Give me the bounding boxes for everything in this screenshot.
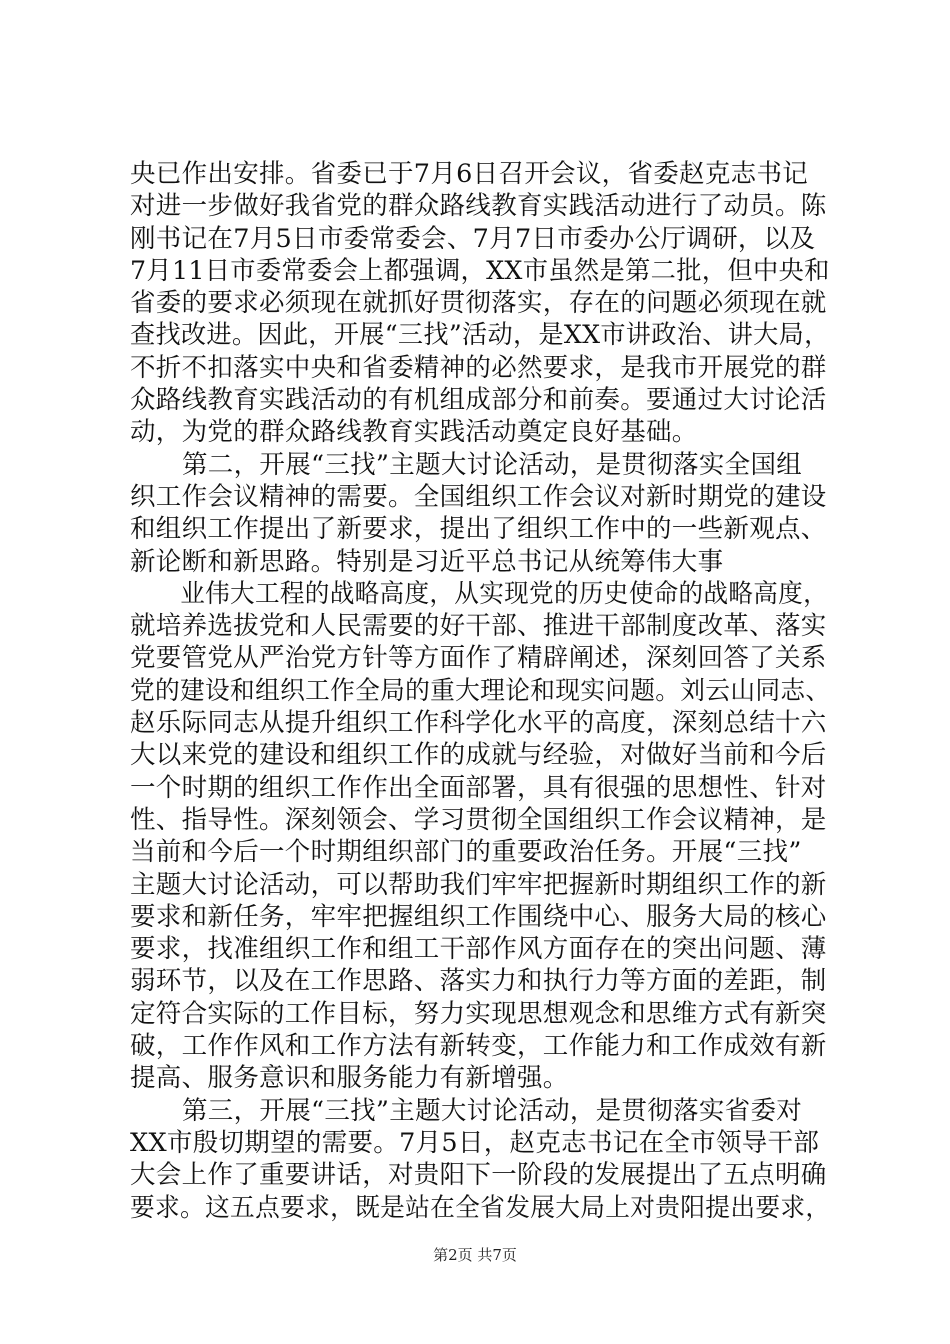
text-line: 央已作出安排。省委已于7月6日召开会议，省委赵克志书记 [130, 159, 809, 189]
text-line: XX市殷切期望的需要。7月5日，赵克志书记在全市领导干部 [130, 1127, 820, 1158]
text-line: 党的建设和组织工作全局的重大理论和现实问题。刘云山同志、 [130, 675, 831, 706]
text-line: 要求，找准组织工作和组工干部作风方面存在的突出问题、薄 [130, 934, 827, 965]
text-line: 弱环节，以及在工作思路、落实力和执行力等方面的差距，制 [130, 966, 827, 997]
text-line: 大以来党的建设和组织工作的成就与经验，对做好当前和今后 [130, 740, 827, 771]
text-line: 党要管党从严治党方针等方面作了精辟阐述，深刻回答了关系 [130, 643, 827, 674]
text-line: 动，为党的群众路线教育实践活动奠定良好基础。 [130, 417, 698, 448]
text-line: 刚书记在7月5日市委常委会、7月7日市委办公厅调研，以及 [130, 223, 816, 254]
text-line: 对进一步做好我省党的群众路线教育实践活动进行了动员。陈 [130, 191, 827, 222]
text-line: 省委的要求必须现在就抓好贯彻落实，存在的问题必须现在就 [130, 288, 827, 319]
text-line: 要求和新任务，牢牢把握组织工作围绕中心、服务大局的核心 [130, 901, 827, 932]
text-line: 和组织工作提出了新要求，提出了组织工作中的一些新观点、 [130, 514, 827, 545]
text-line: 主题大讨论活动，可以帮助我们牢牢把握新时期组织工作的新 [130, 869, 827, 900]
text-line: 查找改进。因此，开展“三找”活动，是XX市讲政治、讲大局， [130, 320, 830, 351]
text-line: 一个时期的组织工作作出全面部署，具有很强的思想性、针对 [130, 772, 827, 803]
text-line: 7月11日市委常委会上都强调，XX市虽然是第二批，但中央和 [130, 255, 830, 286]
text-line: 定符合实际的工作目标，努力实现思想观念和思维方式有新突 [130, 998, 827, 1029]
text-line: 破，工作作风和工作方法有新转变，工作能力和工作成效有新 [130, 1031, 827, 1062]
text-line: 众路线教育实践活动的有机组成部分和前奏。要通过大讨论活 [130, 385, 827, 416]
text-line: 性、指导性。深刻领会、学习贯彻全国组织工作会议精神，是 [130, 804, 827, 835]
text-line: 赵乐际同志从提升组织工作科学化水平的高度，深刻总结十六 [130, 708, 827, 739]
page-footer: 第2页 共7页 [433, 1246, 517, 1264]
text-line: 提高、服务意识和服务能力有新增强。 [130, 1063, 569, 1094]
text-line: 大会上作了重要讲话，对贵阳下一阶段的发展提出了五点明确 [130, 1160, 827, 1191]
document-body [130, 158, 830, 1224]
text-line: 织工作会议精神的需要。全国组织工作会议对新时期党的建设 [130, 481, 827, 512]
text-line: 第二，开展“三找”主题大讨论活动，是贯彻落实全国组 [182, 449, 803, 480]
text-line: 就培养选拔党和人民需要的好干部、推进干部制度改革、落实 [130, 611, 827, 642]
text-line: 新论断和新思路。特别是习近平总书记从统筹伟大事 [130, 546, 724, 577]
text-line: 业伟大工程的战略高度，从实现党的历史使命的战略高度， [180, 578, 829, 609]
text-line: 要求。这五点要求，既是站在全省发展大局上对贵阳提出要求， [130, 1192, 831, 1223]
text-line: 当前和今后一个时期组织部门的重要政治任务。开展“三找” [130, 837, 802, 868]
text-line: 不折不扣落实中央和省委精神的必然要求，是我市开展党的群 [130, 352, 827, 383]
text-line: 第三，开展“三找”主题大讨论活动，是贯彻落实省委对 [182, 1095, 803, 1126]
